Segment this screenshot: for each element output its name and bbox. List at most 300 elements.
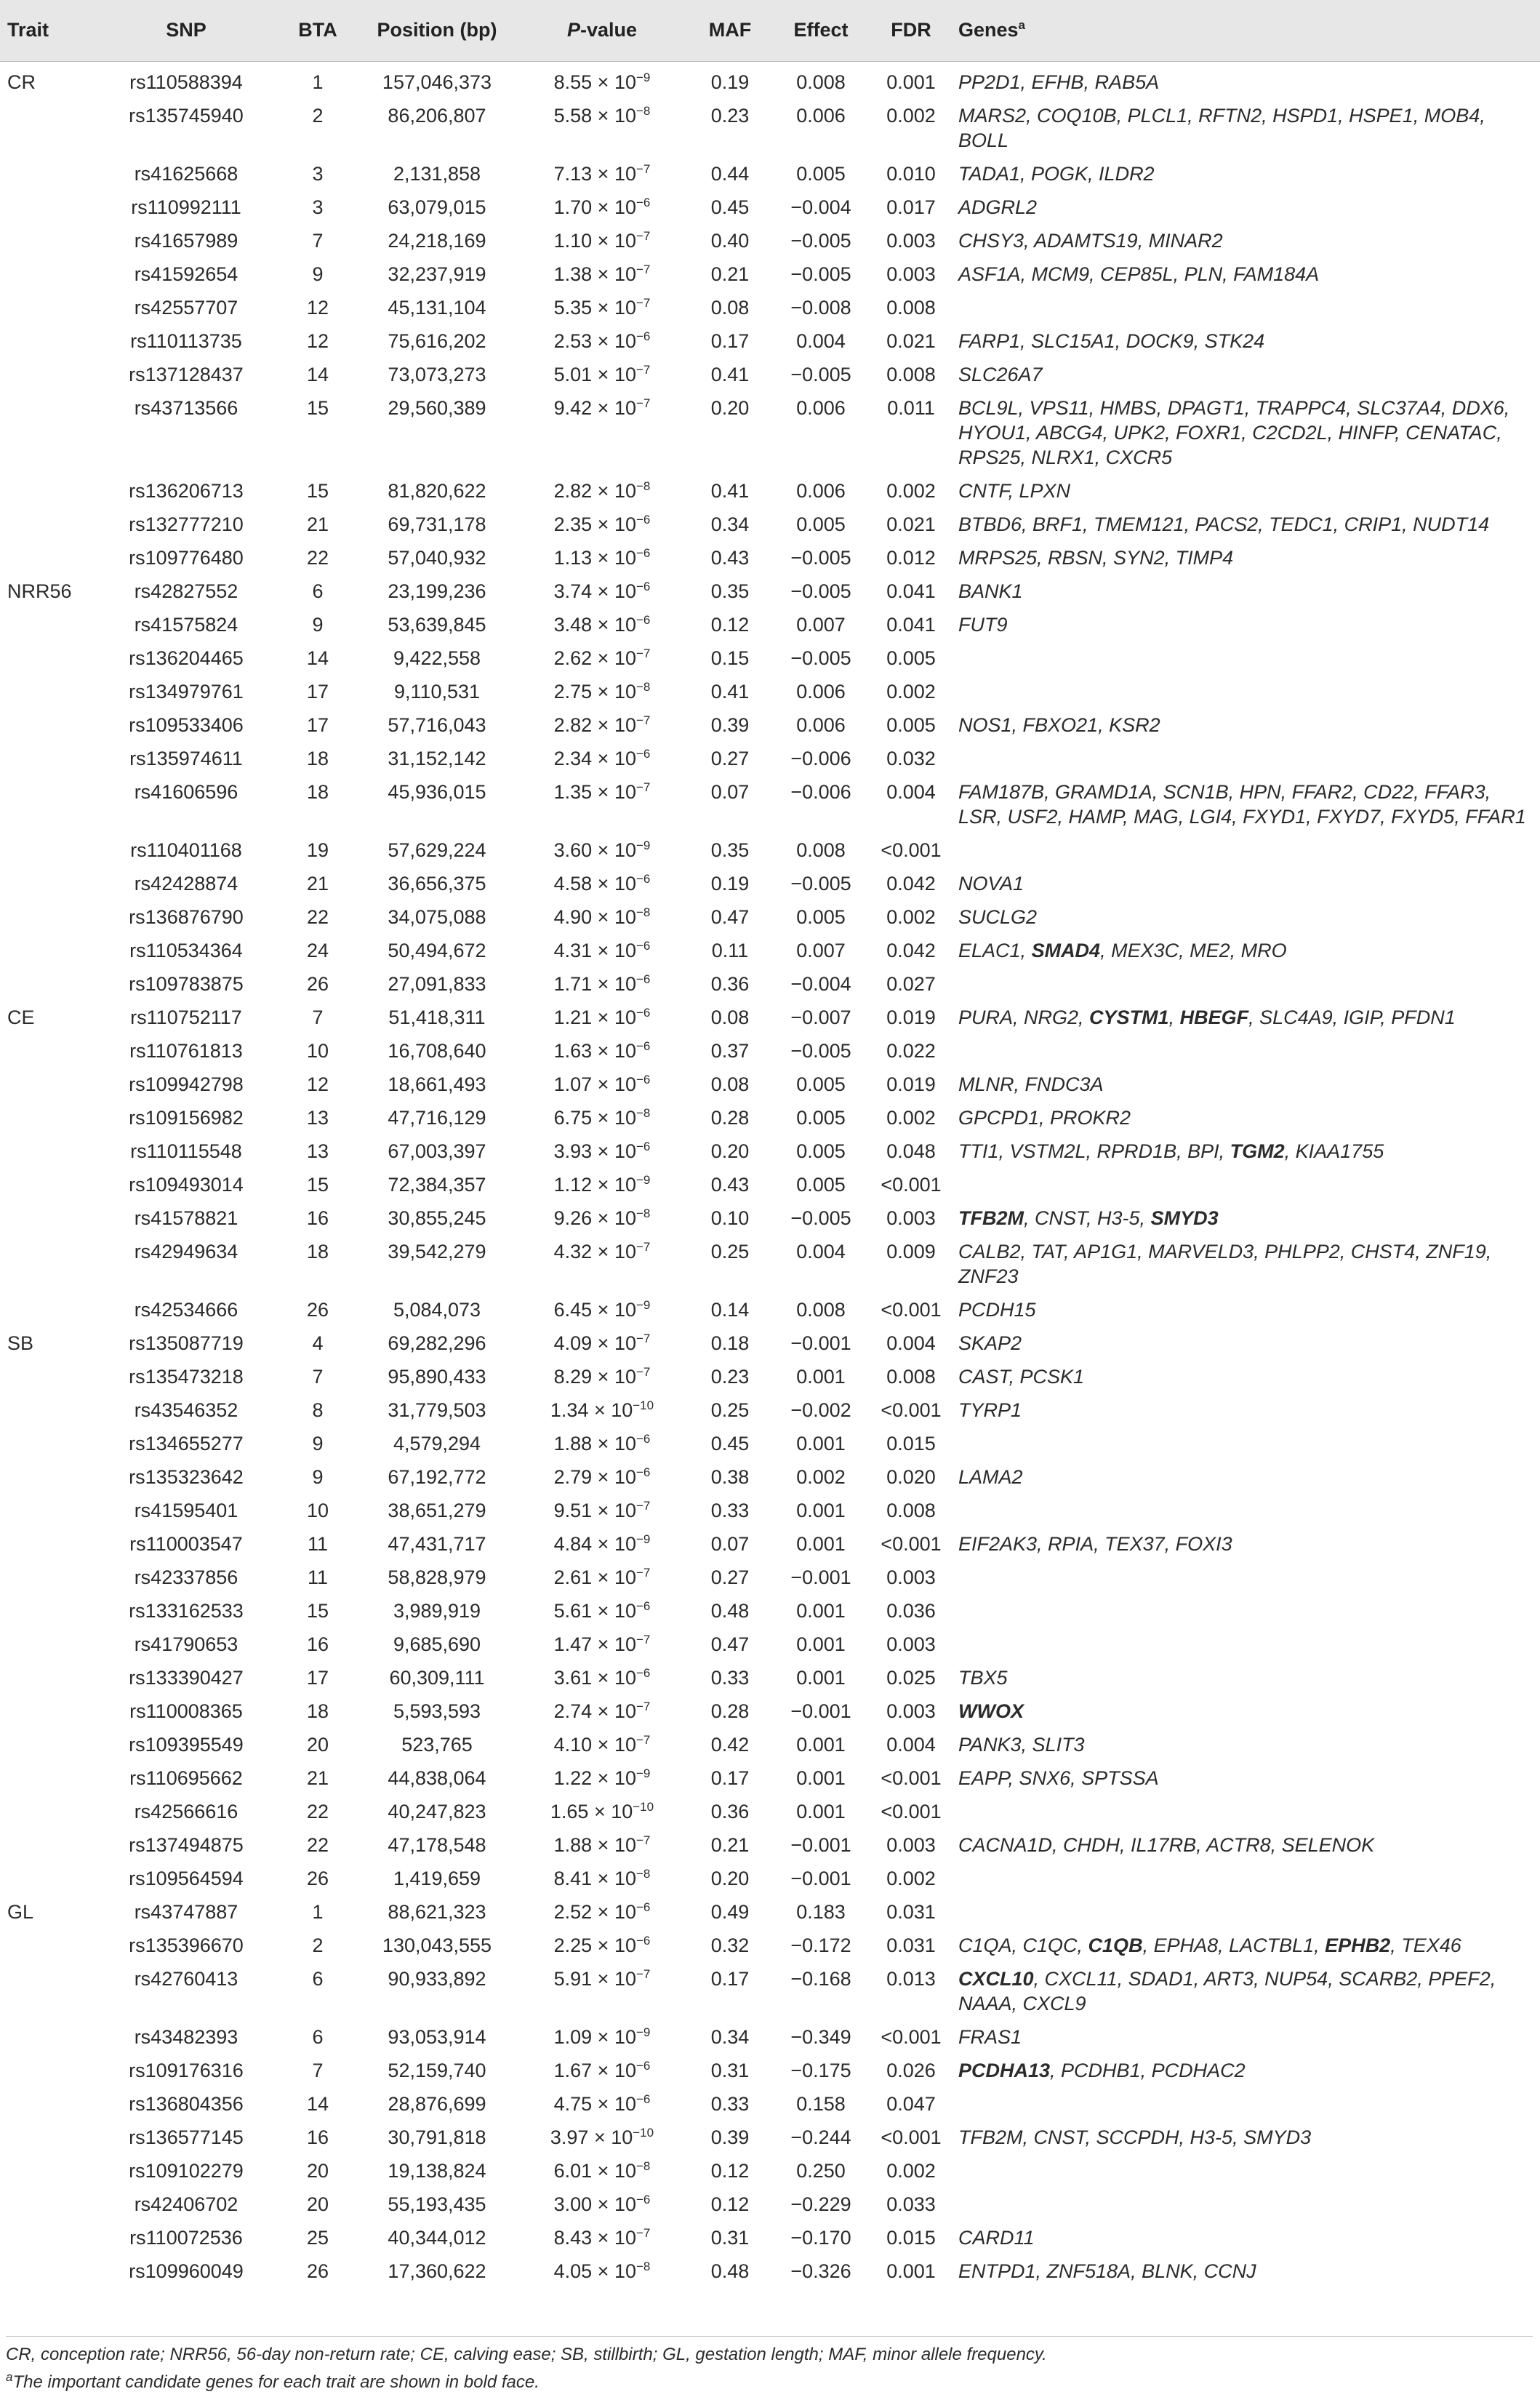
fdr-cell: 0.002 bbox=[886, 680, 936, 703]
pvalue-exponent: −7 bbox=[635, 1364, 651, 1379]
pvalue-exponent: −7 bbox=[635, 1966, 651, 1981]
effect-cell: 0.008 bbox=[796, 1298, 846, 1321]
snp-cell: rs110072536 bbox=[129, 2226, 243, 2249]
fdr-cell: <0.001 bbox=[881, 1298, 942, 1321]
snp-cell: rs43546352 bbox=[134, 1398, 238, 1421]
effect-cell: −0.005 bbox=[790, 1039, 851, 1062]
pvalue-cell: $4.75 \times 10^{-6}$ bbox=[553, 2092, 651, 2115]
effect-cell: 0.007 bbox=[796, 939, 846, 961]
pvalue-exponent: −7 bbox=[635, 228, 651, 243]
pvalue-exponent: −8 bbox=[635, 1206, 651, 1220]
maf-cell: 0.48 bbox=[710, 2260, 750, 2282]
fdr-cell: 0.021 bbox=[886, 329, 936, 352]
trait-cell bbox=[0, 95, 95, 153]
table-row bbox=[0, 1490, 1540, 1524]
genes-cell: CACNA1D, CHDH, IL17RB, ACTR8, SELENOK bbox=[958, 1833, 1375, 1856]
pvalue-exponent: −9 bbox=[635, 1532, 651, 1546]
fdr-cell: 0.021 bbox=[886, 513, 936, 535]
position-cell: 57,040,932 bbox=[388, 546, 486, 569]
position-cell: 44,838,064 bbox=[388, 1766, 486, 1789]
snp-cell: rs109156982 bbox=[129, 1106, 244, 1129]
fdr-cell: <0.001 bbox=[881, 2126, 942, 2148]
fdr-cell: 0.015 bbox=[886, 1432, 936, 1454]
maf-cell: 0.35 bbox=[710, 839, 750, 861]
position-cell: 9,422,558 bbox=[393, 647, 481, 669]
effect-cell: −0.001 bbox=[790, 1700, 851, 1722]
trait-cell bbox=[0, 705, 95, 738]
bta-cell: 16 bbox=[306, 2126, 329, 2148]
position-cell: 50,494,672 bbox=[388, 939, 486, 961]
candidate-gene-bold: PCDHA13 bbox=[958, 2059, 1051, 2081]
position-cell: 523,765 bbox=[401, 1733, 473, 1756]
snp-cell: rs135974611 bbox=[129, 747, 243, 769]
table-row bbox=[0, 604, 1540, 638]
bta-cell: 7 bbox=[312, 1006, 324, 1028]
pvalue-cell: $1.38 \times 10^{-7}$ bbox=[553, 262, 651, 285]
trait-cell bbox=[0, 1624, 95, 1657]
table-row bbox=[0, 1691, 1540, 1724]
bta-cell: 22 bbox=[306, 546, 329, 569]
trait-cell bbox=[0, 671, 95, 705]
position-cell: 30,791,818 bbox=[388, 2126, 486, 2148]
genes-cell: FAM187B, GRAMD1A, SCN1B, HPN, FFAR2, CD22, FFAR3, LSR, USF2, HAMP, MAG, LGI4, FXYD1, FXYD7, FXYD5, FFAR1 bbox=[958, 780, 1526, 828]
bta-cell: 12 bbox=[306, 1073, 329, 1095]
table-row bbox=[0, 2184, 1540, 2217]
pvalue-cell: $2.82 \times 10^{-8}$ bbox=[553, 479, 651, 502]
trait-cell bbox=[0, 1198, 95, 1231]
snp-cell: rs134655277 bbox=[129, 1432, 244, 1454]
pvalue-exponent: −7 bbox=[635, 262, 651, 276]
genes-cell: PCDH15 bbox=[958, 1298, 1036, 1321]
fdr-cell: 0.001 bbox=[886, 71, 936, 93]
pvalue-cell: $5.01 \times 10^{-7}$ bbox=[553, 362, 651, 385]
effect-cell: −0.172 bbox=[790, 1934, 851, 1956]
table-row bbox=[0, 671, 1540, 705]
pvalue-exponent: −9 bbox=[635, 1297, 651, 1312]
table-row bbox=[0, 1958, 1540, 2017]
trait-cell bbox=[0, 1031, 95, 1064]
fdr-cell: 0.003 bbox=[886, 263, 936, 285]
effect-cell: 0.001 bbox=[796, 1733, 846, 1756]
position-cell: 1,419,659 bbox=[393, 1867, 481, 1889]
fdr-cell: 0.042 bbox=[886, 872, 936, 895]
bta-cell: 10 bbox=[306, 1499, 329, 1521]
fdr-cell: 0.027 bbox=[886, 972, 936, 995]
pvalue-cell: $2.75 \times 10^{-8}$ bbox=[553, 679, 651, 703]
snp-cell: rs109776480 bbox=[129, 546, 244, 569]
pvalue-cell: $2.82 \times 10^{-7}$ bbox=[553, 713, 651, 736]
effect-cell: −0.005 bbox=[790, 1206, 851, 1229]
table-row bbox=[0, 1231, 1540, 1289]
bta-cell: 18 bbox=[306, 747, 329, 769]
pvalue-cell: $2.79 \times 10^{-6}$ bbox=[553, 1465, 651, 1488]
pvalue-cell: $4.84 \times 10^{-9}$ bbox=[553, 1532, 651, 1555]
genes-cell: SLC26A7 bbox=[958, 363, 1043, 385]
effect-cell: −0.005 bbox=[790, 647, 851, 669]
fdr-cell: 0.002 bbox=[886, 905, 936, 928]
pvalue-cell: $8.55 \times 10^{-9}$ bbox=[553, 70, 651, 93]
effect-cell: −0.005 bbox=[790, 872, 851, 895]
maf-cell: 0.47 bbox=[710, 905, 750, 928]
bta-cell: 18 bbox=[306, 1700, 329, 1722]
position-cell: 39,542,279 bbox=[388, 1240, 486, 1262]
maf-cell: 0.33 bbox=[710, 1666, 750, 1689]
effect-cell: 0.007 bbox=[796, 613, 846, 636]
snp-cell: rs41657989 bbox=[134, 229, 238, 252]
pvalue-cell: $3.97 \times 10^{-10}$ bbox=[550, 2125, 654, 2148]
pvalue-exponent: −6 bbox=[635, 612, 651, 627]
footnote-bold-note bbox=[6, 2369, 1533, 2396]
genes-cell: ADGRL2 bbox=[958, 196, 1038, 218]
fdr-cell: 0.003 bbox=[886, 1700, 936, 1722]
position-cell: 67,003,397 bbox=[388, 1140, 486, 1162]
fdr-cell: 0.003 bbox=[886, 1206, 936, 1229]
snp-cell: rs41790653 bbox=[134, 1633, 238, 1655]
table-row bbox=[0, 930, 1540, 964]
snp-cell: rs136204465 bbox=[129, 647, 244, 669]
position-cell: 2,131,858 bbox=[393, 162, 481, 185]
table-row bbox=[0, 2017, 1540, 2050]
effect-cell: −0.001 bbox=[790, 1566, 851, 1588]
genes-cell: TBX5 bbox=[958, 1666, 1008, 1689]
effect-cell: −0.001 bbox=[790, 1833, 851, 1856]
snp-cell: rs41592654 bbox=[134, 263, 238, 285]
maf-cell: 0.23 bbox=[710, 1365, 750, 1388]
position-cell: 34,075,088 bbox=[388, 905, 486, 928]
position-cell: 57,716,043 bbox=[388, 713, 486, 736]
pvalue-cell: $1.34 \times 10^{-10}$ bbox=[550, 1398, 654, 1421]
effect-cell: 0.250 bbox=[796, 2159, 846, 2182]
maf-cell: 0.17 bbox=[710, 329, 750, 352]
fdr-cell: 0.047 bbox=[886, 2092, 936, 2115]
candidate-gene-bold: SMAD4 bbox=[1031, 939, 1101, 961]
trait-cell bbox=[0, 1724, 95, 1758]
table-header bbox=[0, 0, 1540, 61]
trait-cell bbox=[0, 638, 95, 671]
pvalue-exponent: −8 bbox=[635, 905, 651, 919]
header-position: Position (bp) bbox=[377, 19, 497, 41]
pvalue-exponent: −7 bbox=[635, 295, 651, 310]
trait-cell bbox=[0, 2217, 95, 2251]
bta-cell: 15 bbox=[306, 479, 329, 502]
pvalue-cell: $1.22 \times 10^{-9}$ bbox=[553, 1766, 651, 1789]
table-row bbox=[0, 2117, 1540, 2150]
candidate-gene-bold: CYSTM1 bbox=[1089, 1006, 1169, 1028]
candidate-gene-bold: CXCL10 bbox=[958, 1967, 1034, 1990]
trait-cell bbox=[0, 254, 95, 287]
bta-cell: 26 bbox=[306, 1867, 329, 1889]
snp-cell: rs135087719 bbox=[129, 1332, 244, 1354]
maf-cell: 0.25 bbox=[710, 1398, 750, 1421]
table-row bbox=[0, 1892, 1540, 1925]
table-row bbox=[0, 772, 1540, 830]
genes-cell: FRAS1 bbox=[958, 2025, 1022, 2048]
trait-cell bbox=[0, 153, 95, 187]
table-row bbox=[0, 254, 1540, 287]
position-cell: 51,418,311 bbox=[388, 1006, 486, 1028]
effect-cell: 0.001 bbox=[796, 1633, 846, 1655]
pvalue-cell: $6.01 \times 10^{-8}$ bbox=[553, 2158, 651, 2182]
table-row bbox=[0, 1064, 1540, 1097]
genes-cell: LAMA2 bbox=[958, 1465, 1023, 1488]
header-bta: BTA bbox=[298, 19, 337, 41]
bta-cell: 16 bbox=[306, 1206, 329, 1229]
bta-cell: 6 bbox=[312, 580, 324, 602]
snp-cell: rs42557707 bbox=[134, 296, 238, 319]
bta-cell: 8 bbox=[312, 1398, 324, 1421]
maf-cell: 0.12 bbox=[710, 613, 750, 636]
bta-cell: 12 bbox=[306, 329, 329, 352]
genes-cell: MLNR, FNDC3A bbox=[958, 1073, 1104, 1095]
header-genes-sup: a bbox=[1018, 18, 1026, 33]
pvalue-exponent: −6 bbox=[635, 1005, 651, 1020]
snp-cell: rs136577145 bbox=[129, 2126, 244, 2148]
snp-cell: rs42534666 bbox=[134, 1298, 238, 1321]
bta-cell: 9 bbox=[312, 1465, 324, 1488]
pvalue-exponent: −8 bbox=[635, 679, 651, 694]
position-cell: 93,053,914 bbox=[388, 2025, 486, 2048]
trait-cell bbox=[0, 2251, 95, 2284]
trait-cell bbox=[0, 863, 95, 897]
maf-cell: 0.27 bbox=[710, 1566, 750, 1588]
table-row bbox=[0, 1557, 1540, 1590]
bta-cell: 14 bbox=[306, 647, 329, 669]
effect-cell: 0.001 bbox=[796, 1499, 846, 1521]
candidate-gene-bold: TFB2M bbox=[958, 1206, 1024, 1229]
pvalue-exponent: −6 bbox=[635, 1900, 651, 1914]
fdr-cell: 0.002 bbox=[886, 104, 936, 127]
trait-cell bbox=[0, 738, 95, 772]
fdr-cell: 0.010 bbox=[886, 162, 936, 185]
position-cell: 81,820,622 bbox=[388, 479, 486, 502]
position-cell: 40,344,012 bbox=[388, 2226, 486, 2249]
position-cell: 47,178,548 bbox=[388, 1833, 486, 1856]
maf-cell: 0.36 bbox=[710, 1800, 750, 1822]
effect-cell: −0.007 bbox=[790, 1006, 851, 1028]
maf-cell: 0.35 bbox=[710, 580, 750, 602]
fdr-cell: 0.004 bbox=[886, 1332, 936, 1354]
footnote-sup: a bbox=[6, 2370, 13, 2384]
pvalue-cell: $1.13 \times 10^{-6}$ bbox=[553, 545, 651, 569]
pvalue-cell: $4.32 \times 10^{-7}$ bbox=[553, 1239, 651, 1262]
pvalue-exponent: −9 bbox=[635, 2025, 651, 2039]
table-row bbox=[0, 187, 1540, 220]
trait-cell: CE bbox=[7, 1006, 35, 1028]
pvalue-cell: $1.10 \times 10^{-7}$ bbox=[553, 228, 651, 252]
maf-cell: 0.11 bbox=[711, 939, 749, 961]
position-cell: 30,855,245 bbox=[388, 1206, 486, 1229]
table-row bbox=[0, 738, 1540, 772]
snp-cell: rs42337856 bbox=[134, 1566, 238, 1588]
pvalue-cell: $9.26 \times 10^{-8}$ bbox=[553, 1206, 651, 1229]
table-row bbox=[0, 1457, 1540, 1490]
trait-cell bbox=[0, 1131, 95, 1164]
trait-cell bbox=[0, 1064, 95, 1097]
pvalue-cell: $4.05 \times 10^{-8}$ bbox=[553, 2259, 651, 2282]
genes-cell: MARS2, COQ10B, PLCL1, RFTN2, HSPD1, HSPE1, MOB4, BOLL bbox=[958, 104, 1485, 151]
candidate-gene-bold: WWOX bbox=[958, 1700, 1024, 1722]
maf-cell: 0.34 bbox=[710, 513, 750, 535]
maf-cell: 0.37 bbox=[710, 1039, 750, 1062]
trait-cell bbox=[0, 537, 95, 571]
maf-cell: 0.14 bbox=[710, 1298, 750, 1321]
maf-cell: 0.18 bbox=[710, 1332, 750, 1354]
pvalue-cell: $6.45 \times 10^{-9}$ bbox=[553, 1297, 651, 1321]
fdr-cell: <0.001 bbox=[881, 2025, 942, 2048]
trait-cell bbox=[0, 471, 95, 504]
effect-cell: −0.349 bbox=[790, 2025, 851, 2048]
table-row bbox=[0, 354, 1540, 388]
pvalue-exponent: −8 bbox=[635, 1105, 651, 1120]
genes-cell: TYRP1 bbox=[958, 1398, 1022, 1421]
pvalue-cell: $8.29 \times 10^{-7}$ bbox=[553, 1364, 651, 1388]
table-row bbox=[0, 997, 1540, 1031]
pvalue-cell: $2.52 \times 10^{-6}$ bbox=[553, 1900, 651, 1923]
snp-cell: rs42949634 bbox=[134, 1240, 238, 1262]
pvalue-exponent: −9 bbox=[635, 1172, 651, 1187]
pvalue-exponent: −6 bbox=[635, 1665, 651, 1680]
position-cell: 47,716,129 bbox=[388, 1106, 486, 1129]
genes-cell: NOVA1 bbox=[958, 872, 1024, 895]
pvalue-cell: $1.71 \times 10^{-6}$ bbox=[553, 972, 651, 995]
table-row bbox=[0, 2150, 1540, 2184]
bta-cell: 21 bbox=[306, 513, 329, 535]
trait-cell bbox=[0, 1657, 95, 1691]
pvalue-exponent: −7 bbox=[635, 1699, 651, 1713]
effect-cell: 0.001 bbox=[796, 1766, 846, 1789]
pvalue-cell: $3.61 \times 10^{-6}$ bbox=[553, 1665, 651, 1689]
pvalue-exponent: −6 bbox=[635, 1465, 651, 1479]
trait-cell bbox=[0, 1390, 95, 1423]
table-row bbox=[0, 1758, 1540, 1791]
pvalue-exponent: −7 bbox=[635, 1239, 651, 1254]
pvalue-cell: $3.48 \times 10^{-6}$ bbox=[553, 612, 651, 636]
maf-cell: 0.21 bbox=[710, 263, 750, 285]
effect-cell: 0.005 bbox=[796, 162, 846, 185]
maf-cell: 0.39 bbox=[710, 2126, 750, 2148]
bta-cell: 14 bbox=[306, 2092, 329, 2115]
position-cell: 17,360,622 bbox=[388, 2260, 486, 2282]
fdr-cell: 0.008 bbox=[886, 1365, 936, 1388]
table-row bbox=[0, 321, 1540, 354]
fdr-cell: 0.003 bbox=[886, 1633, 936, 1655]
header-pvalue-rest: -value bbox=[579, 19, 638, 41]
snp-cell: rs42428874 bbox=[134, 872, 238, 895]
candidate-gene-bold: SMYD3 bbox=[1150, 1206, 1219, 1229]
table-row bbox=[0, 1657, 1540, 1691]
genes-cell bbox=[953, 1691, 1540, 1724]
pvalue-exponent: −9 bbox=[635, 70, 651, 84]
bta-cell: 1 bbox=[312, 1900, 324, 1923]
maf-cell: 0.41 bbox=[710, 680, 750, 703]
trait-cell bbox=[0, 1557, 95, 1590]
genes-cell bbox=[953, 738, 1540, 772]
bta-cell: 9 bbox=[312, 613, 324, 636]
effect-cell: −0.004 bbox=[790, 196, 851, 218]
pvalue-cell: $5.58 \times 10^{-8}$ bbox=[553, 103, 651, 127]
genes-cell: CALB2, TAT, AP1G1, MARVELD3, PHLPP2, CHST4, ZNF19, ZNF23 bbox=[958, 1240, 1492, 1287]
pvalue-cell: $3.74 \times 10^{-6}$ bbox=[553, 579, 651, 602]
pvalue-exponent: −7 bbox=[635, 1732, 651, 1747]
pvalue-cell: $8.43 \times 10^{-7}$ bbox=[553, 2225, 651, 2249]
effect-cell: 0.006 bbox=[796, 479, 846, 502]
pvalue-exponent: −6 bbox=[635, 746, 651, 761]
bta-cell: 4 bbox=[312, 1332, 324, 1354]
maf-cell: 0.17 bbox=[710, 1967, 750, 1990]
trait-cell bbox=[0, 2117, 95, 2150]
trait-cell bbox=[0, 772, 95, 830]
trait-cell bbox=[0, 2184, 95, 2217]
snp-cell: rs132777210 bbox=[129, 513, 244, 535]
pvalue-exponent: −6 bbox=[635, 871, 651, 886]
trait-cell bbox=[0, 220, 95, 254]
fdr-cell: 0.013 bbox=[886, 1967, 936, 1990]
maf-cell: 0.32 bbox=[710, 1934, 750, 1956]
pvalue-cell: $5.61 \times 10^{-6}$ bbox=[553, 1598, 651, 1622]
snp-cell: rs42406702 bbox=[134, 2193, 238, 2215]
fdr-cell: 0.004 bbox=[886, 780, 936, 803]
position-cell: 24,218,169 bbox=[388, 229, 486, 252]
maf-cell: 0.33 bbox=[710, 1499, 750, 1521]
pvalue-cell: $1.35 \times 10^{-7}$ bbox=[553, 780, 651, 803]
fdr-cell: 0.008 bbox=[886, 296, 936, 319]
trait-cell bbox=[0, 2050, 95, 2084]
candidate-gene-bold: EPHB2 bbox=[1325, 1934, 1391, 1956]
snp-cell: rs109395549 bbox=[129, 1733, 244, 1756]
fdr-cell: <0.001 bbox=[881, 1173, 942, 1196]
position-cell: 23,199,236 bbox=[388, 580, 486, 602]
header-maf: MAF bbox=[708, 19, 752, 41]
maf-cell: 0.25 bbox=[710, 1240, 750, 1262]
position-cell: 29,560,389 bbox=[388, 396, 486, 419]
genes-cell: BCL9L, VPS11, HMBS, DPAGT1, TRAPPC4, SLC37A4, DDX6, HYOU1, ABCG4, UPK2, FOXR1, C2CD2L, HINFP, CENATAC, RPS25, NLRX1, CXCR5 bbox=[958, 396, 1510, 468]
header-pvalue-p: P bbox=[566, 19, 580, 41]
bta-cell: 9 bbox=[312, 263, 324, 285]
snp-cell: rs109102279 bbox=[129, 2159, 244, 2182]
effect-cell: 0.008 bbox=[796, 71, 846, 93]
snp-cell: rs42566616 bbox=[134, 1800, 238, 1822]
table-row bbox=[0, 571, 1540, 604]
position-cell: 3,989,919 bbox=[393, 1599, 481, 1622]
trait-cell bbox=[0, 930, 95, 964]
table-row bbox=[0, 2050, 1540, 2084]
trait-cell bbox=[0, 354, 95, 388]
genes-cell: ENTPD1, ZNF518A, BLNK, CCNJ bbox=[958, 2260, 1256, 2282]
pvalue-exponent: −8 bbox=[635, 2259, 651, 2273]
position-cell: 63,079,015 bbox=[388, 196, 486, 218]
effect-cell: 0.006 bbox=[796, 104, 846, 127]
bta-cell: 9 bbox=[312, 1432, 324, 1454]
pvalue-cell: $1.88 \times 10^{-7}$ bbox=[553, 1833, 651, 1856]
genes-cell bbox=[953, 1858, 1540, 1892]
fdr-cell: 0.019 bbox=[886, 1073, 936, 1095]
pvalue-cell: $1.21 \times 10^{-6}$ bbox=[553, 1005, 651, 1028]
trait-cell bbox=[0, 1097, 95, 1131]
snp-cell: rs41595401 bbox=[134, 1499, 238, 1521]
trait-cell bbox=[0, 1858, 95, 1892]
fdr-cell: 0.002 bbox=[886, 479, 936, 502]
pvalue-cell: $1.63 \times 10^{-6}$ bbox=[553, 1039, 651, 1062]
trait-cell bbox=[0, 287, 95, 321]
effect-cell: 0.001 bbox=[796, 1365, 846, 1388]
trait-cell bbox=[0, 2017, 95, 2050]
position-cell: 4,579,294 bbox=[393, 1432, 481, 1454]
table-row bbox=[0, 2217, 1540, 2251]
maf-cell: 0.28 bbox=[710, 1106, 750, 1129]
effect-cell: −0.005 bbox=[790, 363, 851, 385]
fdr-cell: <0.001 bbox=[881, 1532, 942, 1555]
maf-cell: 0.12 bbox=[710, 2193, 750, 2215]
